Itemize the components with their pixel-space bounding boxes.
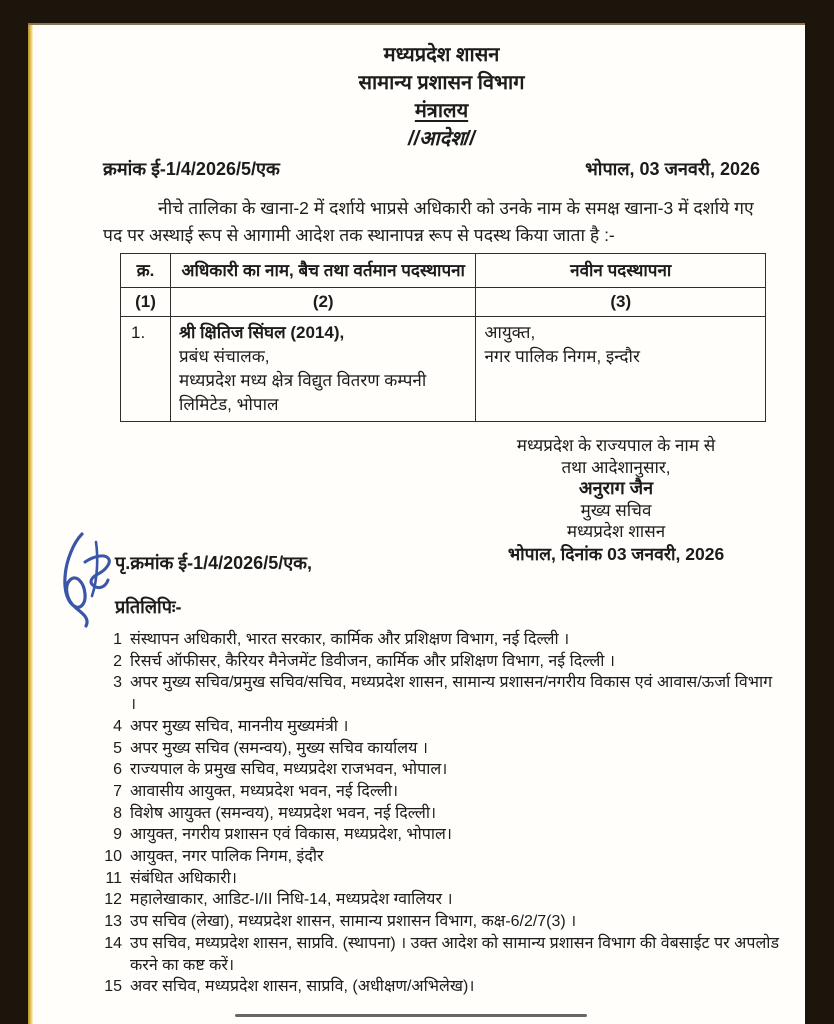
header-new-posting: नवीन पदस्थापना: [476, 254, 766, 288]
col-number-3: (3): [476, 288, 766, 317]
list-item-number: 14: [104, 934, 122, 952]
col-number-1: (1): [121, 288, 171, 317]
table-row: [121, 317, 766, 422]
handwritten-signature-mark: [52, 522, 122, 632]
signature-block: [460, 435, 772, 565]
list-item-text: संस्थापन अधिकारी, भारत सरकार, कार्मिक और प्रशिक्षण विभाग, नई दिल्ली ।: [130, 631, 570, 648]
copy-distribution-list: [102, 629, 782, 998]
copy-to-label: प्रतिलिपिः-: [115, 597, 182, 617]
list-item-number: 12: [104, 891, 122, 909]
list-item-number: 13: [104, 913, 122, 931]
department-name: सामान्य प्रशासन विभाग: [358, 72, 525, 94]
list-item: [102, 976, 782, 998]
list-item: [102, 911, 782, 933]
list-item-text: आयुक्त, नगर पालिक निगम, इंदौर: [130, 848, 324, 866]
officer-company-place: लिमिटेड, भोपाल: [178, 395, 279, 414]
list-item-text: उप सचिव (लेखा), मध्यप्रदेश शासन, सामान्य प्रशासन विभाग, कक्ष-6/2/7(3) ।: [130, 913, 577, 931]
list-item-number: 15: [104, 978, 122, 996]
list-item-text: आयुक्त, नगरीय प्रशासन एवं विकास, मध्यप्रदेश, भोपाल।: [130, 826, 452, 844]
list-item-number: 1: [113, 631, 122, 648]
list-item: [102, 803, 782, 825]
list-item-number: 11: [105, 869, 122, 887]
order-place-date: भोपाल, 03 जनवरी, 2026: [585, 159, 760, 179]
order-number: क्रमांक ई-1/4/2026/5/एक: [103, 159, 280, 179]
list-item-text: महालेखाकार, आडिट-I/II निधि-14, मध्यप्रदेश ग्वालियर ।: [130, 891, 453, 909]
posting-table: [120, 253, 766, 422]
document-header: [78, 41, 805, 153]
order-title: //आदेश//: [408, 128, 475, 150]
col-number-2: (2): [170, 288, 475, 317]
officer-name: श्री क्षितिज सिंघल (2014),: [178, 323, 345, 342]
column-number-row: [121, 288, 766, 317]
list-item: [102, 824, 782, 846]
document-page: [28, 23, 805, 1024]
list-item-text: उप सचिव, मध्यप्रदेश शासन, साप्रवि. (स्थापना) । उक्त आदेश को सामान्य प्रशासन विभाग की वेबसाईट पर अपलोड करने का कष्ट करें।: [130, 934, 780, 974]
signatory-org: मध्यप्रदेश शासन: [566, 522, 666, 541]
scan-artifact-line: [235, 1014, 587, 1017]
list-item-text: आवासीय आयुक्त, मध्यप्रदेश भवन, नई दिल्ली।: [130, 782, 399, 800]
list-item-number: 3: [113, 674, 122, 692]
list-item-number: 5: [113, 739, 122, 757]
officer-designation: प्रबंध संचालक,: [178, 347, 270, 366]
list-item-number: 6: [113, 761, 122, 779]
by-order-line2: तथा आदेशानुसार,: [561, 457, 671, 477]
signatory-designation: मुख्य सचिव: [580, 500, 652, 520]
list-item: [102, 716, 782, 738]
list-item: [102, 933, 782, 976]
list-item-text: अपर मुख्य सचिव, माननीय मुख्यमंत्री ।: [130, 717, 349, 735]
list-item: [102, 759, 782, 781]
list-item-text: संबंधित अधिकारी।: [130, 869, 237, 887]
list-item-text: विशेष आयुक्त (समन्वय), मध्यप्रदेश भवन, नई दिल्ली।: [130, 804, 437, 822]
list-item: [102, 672, 782, 715]
list-item-number: 7: [113, 782, 122, 800]
list-item-number: 2: [113, 652, 122, 670]
new-posting-title: आयुक्त,: [484, 323, 536, 342]
list-item: [102, 738, 782, 760]
list-item-text: अपर मुख्य सचिव (समन्वय), मुख्य सचिव कार्यालय ।: [130, 739, 428, 757]
table-header-row: [121, 254, 766, 288]
new-posting-org: नगर पालिक निगम, इन्दौर: [484, 347, 640, 366]
page-gilded-edge: [28, 25, 33, 1024]
list-item: [102, 781, 782, 803]
order-body-paragraph: नीचे तालिका के खाना-2 में दर्शाये भाप्रसे अधिकारी को उनके नाम के समक्ष खाना-3 में दर्शाये गए पद पर अस्थाई रूप से आगामी आदेश तक स्थानापन्न रूप से पदस्थ किया जाता है :-: [103, 198, 754, 245]
list-item-text: रिसर्च ऑफीसर, कैरियर मैनेजमेंट डिवीजन, कार्मिक और प्रशिक्षण विभाग, नई दिल्ली ।: [130, 652, 615, 670]
signatory-name: अनुराग जैन: [578, 478, 654, 498]
list-item-text: राज्यपाल के प्रमुख सचिव, मध्यप्रदेश राजभवन, भोपाल।: [130, 761, 448, 779]
government-name: मध्यप्रदेश शासन: [383, 44, 500, 66]
list-item-number: 9: [113, 826, 122, 844]
list-item-number: 8: [113, 804, 122, 822]
list-item: [102, 846, 782, 868]
header-officer: अधिकारी का नाम, बैच तथा वर्तमान पदस्थापना: [170, 254, 475, 288]
header-sno: क्र.: [121, 254, 171, 288]
list-item-number: 10: [104, 848, 122, 866]
list-item: [102, 651, 782, 673]
list-item: [102, 868, 782, 890]
row-sno: 1.: [121, 317, 171, 422]
row-new-posting-cell: [476, 317, 766, 422]
officer-company: मध्यप्रदेश मध्य क्षेत्र विद्युत वितरण कम्पनी: [178, 371, 427, 390]
by-order-line1: मध्यप्रदेश के राज्यपाल के नाम से: [516, 436, 716, 455]
list-item-text: अपर मुख्य सचिव/प्रमुख सचिव/सचिव, मध्यप्रदेश शासन, सामान्य प्रशासन/नगरीय विकास एवं आवास/ऊर्जा विभाग ।: [130, 674, 773, 714]
endorsement-number: पृ.क्रमांक ई-1/4/2026/5/एक,: [115, 553, 312, 573]
list-item: [102, 629, 782, 651]
reference-row: [103, 157, 760, 181]
list-item-text: अवर सचिव, मध्यप्रदेश शासन, साप्रवि, (अधीक्षण/अभिलेख)।: [130, 978, 475, 996]
row-officer-cell: [170, 317, 475, 422]
ministry-label: मंत्रालय: [414, 100, 469, 122]
signature-place-date: भोपाल, दिनांक 03 जनवरी, 2026: [507, 543, 725, 564]
list-item-number: 4: [113, 717, 122, 735]
list-item: [102, 889, 782, 911]
